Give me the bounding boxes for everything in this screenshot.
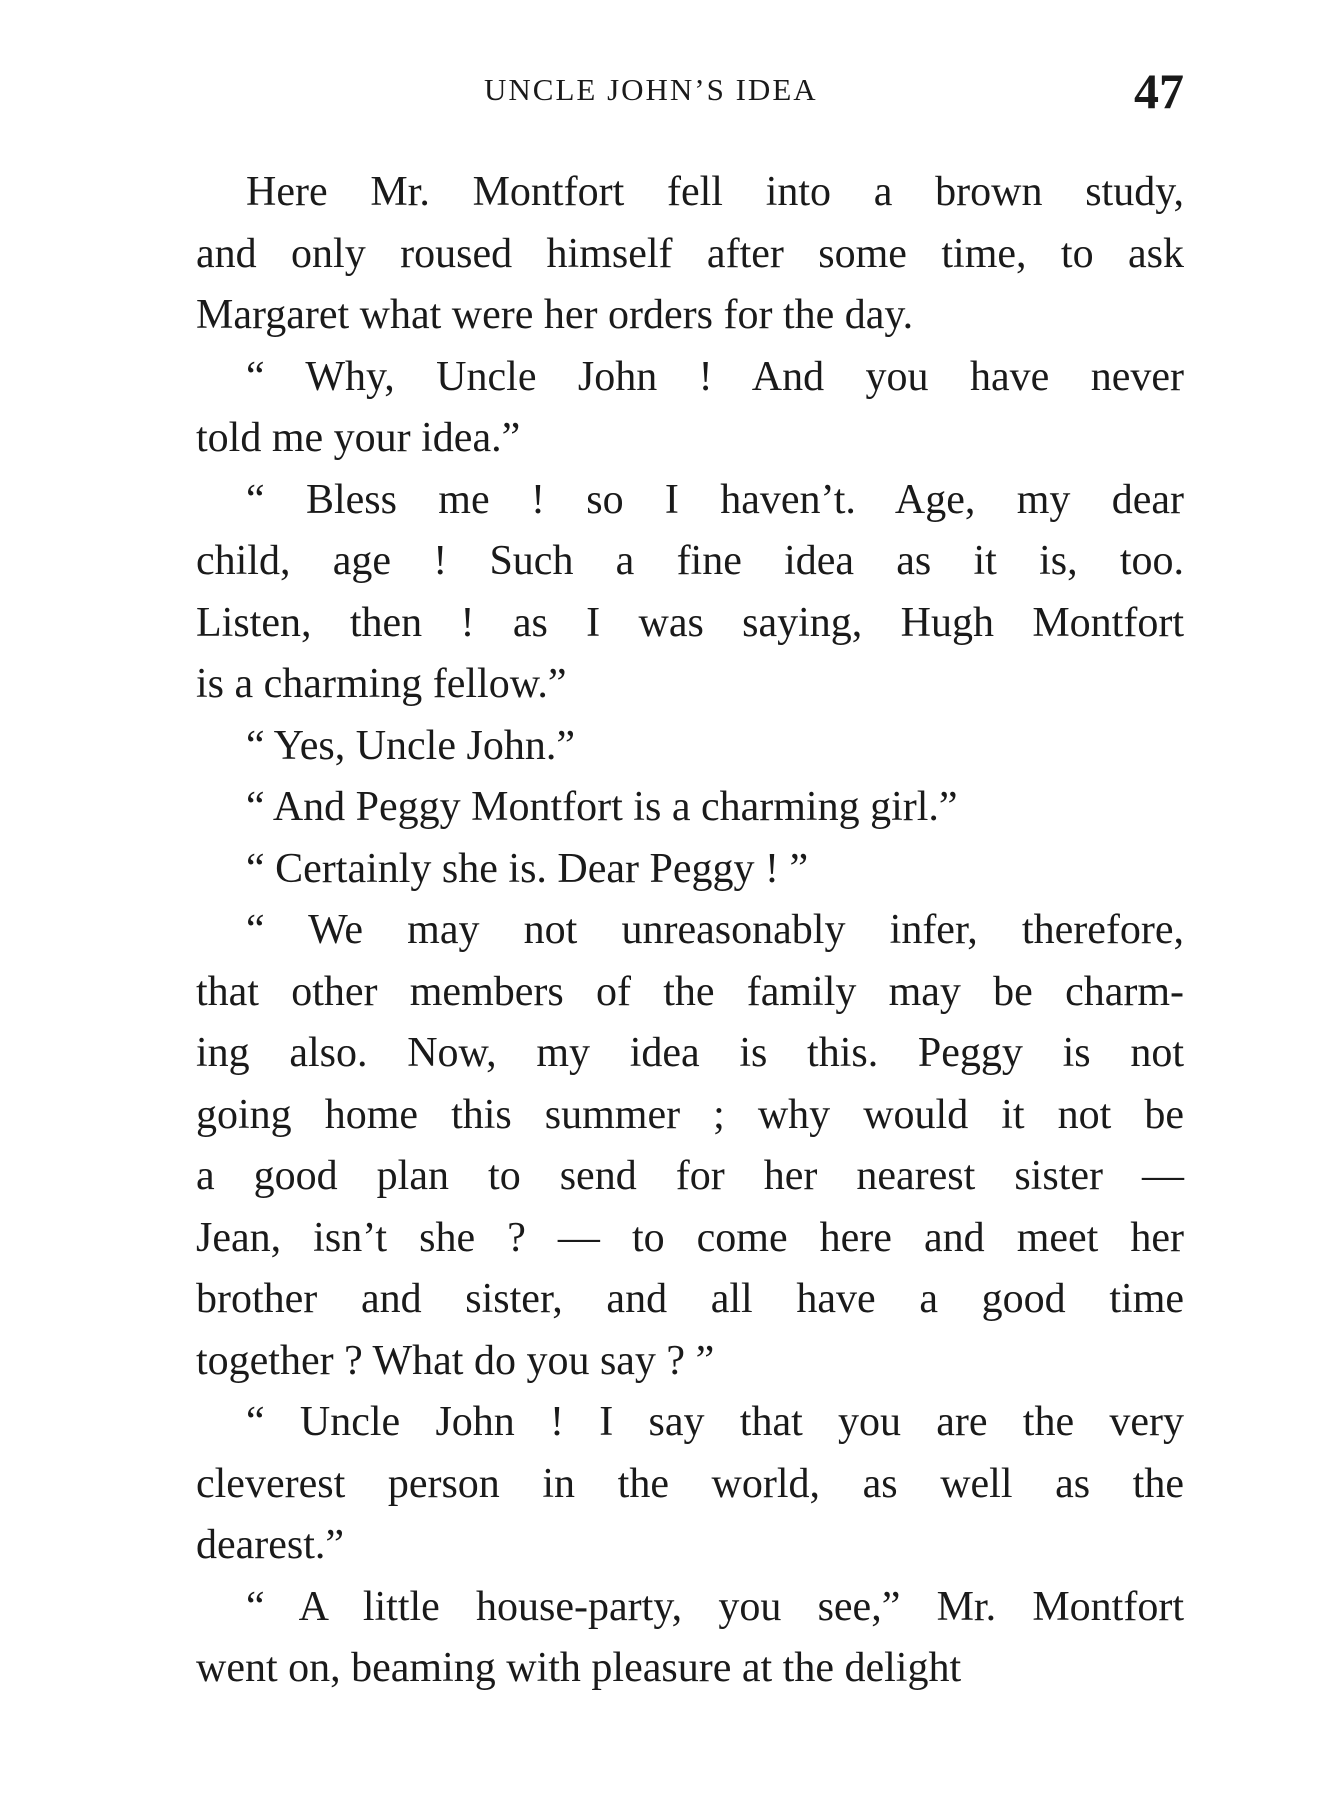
text-line: “ And Peggy Montfort is a charming girl.” [246, 784, 958, 830]
text-line: ing also. Now, my idea is this. Peggy is not [196, 1030, 1184, 1076]
text-line: “ A little house-party, you see,” Mr. Montfort [246, 1583, 1184, 1630]
text-line: Listen, then ! as I was saying, Hugh Montfort [196, 599, 1184, 646]
paragraph [196, 777, 1184, 839]
text-line: is a charming fellow.” [196, 661, 567, 707]
paragraph [196, 716, 1184, 778]
text-line: going home this summer ; why would it not be [196, 1091, 1184, 1138]
text-line: together ? What do you say ? ” [196, 1337, 715, 1384]
text-line: told me your idea.” [196, 415, 521, 461]
text-line: Margaret what were her orders for the day. [196, 292, 914, 338]
text-line: went on, beaming with pleasure at the delight [196, 1645, 962, 1691]
body-text [196, 162, 1184, 1700]
text-line: “ Certainly she is. Dear Peggy ! ” [246, 845, 809, 892]
paragraph [196, 347, 1184, 470]
text-line: brother and sister, and all have a good time [196, 1276, 1184, 1322]
chapter-title: UNCLE JOHN’S IDEA [484, 72, 818, 107]
text-line: child, age ! Such a fine idea as it is, too. [196, 538, 1184, 584]
text-line: Here Mr. Montfort fell into a brown study, [246, 169, 1184, 215]
page-number: 47 [1134, 63, 1184, 119]
text-line: “ Why, Uncle John ! And you have never [246, 353, 1184, 400]
text-line: dearest.” [196, 1522, 345, 1568]
text-line: cleverest person in the world, as well as the [196, 1460, 1184, 1507]
text-line: “ We may not unreasonably infer, therefore, [246, 907, 1184, 953]
paragraph [196, 900, 1184, 1392]
text-line: “ Bless me ! so I haven’t. Age, my dear [246, 476, 1184, 523]
text-line: and only roused himself after some time, to ask [196, 230, 1184, 277]
paragraph [196, 470, 1184, 716]
paragraph [196, 839, 1184, 901]
paragraph [196, 1392, 1184, 1577]
paragraph [196, 162, 1184, 347]
text-line: Jean, isn’t she ? — to come here and meet her [196, 1214, 1184, 1261]
paragraph [196, 1577, 1184, 1700]
text-line: “ Uncle John ! I say that you are the very [246, 1399, 1184, 1445]
text-line: “ Yes, Uncle John.” [246, 722, 575, 769]
text-line: that other members of the family may be charm- [196, 968, 1184, 1015]
running-head [196, 62, 1184, 122]
text-line: a good plan to send for her nearest sister — [196, 1153, 1184, 1199]
